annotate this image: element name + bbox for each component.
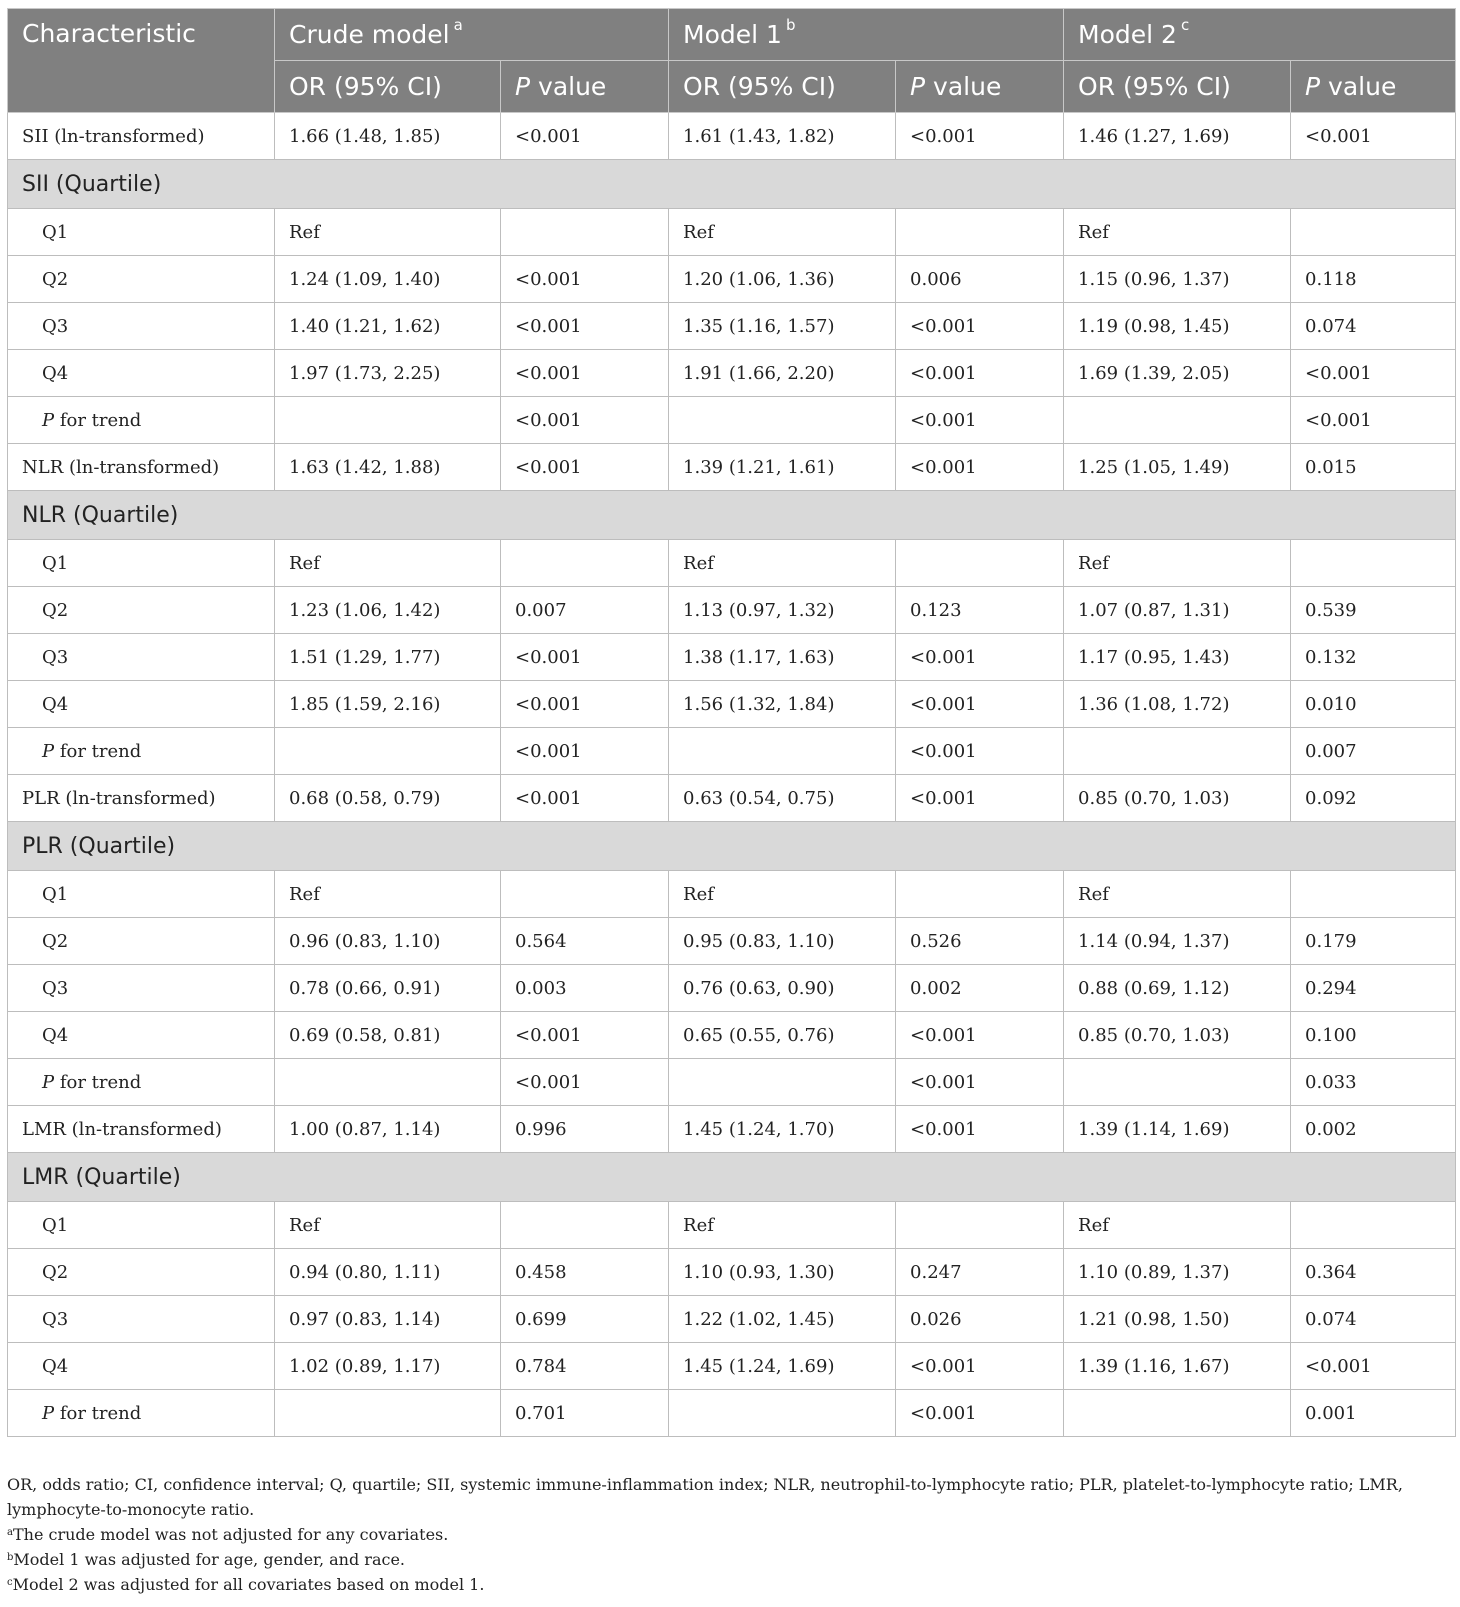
cell-or-ci: 1.17 (0.95, 1.43) (1064, 634, 1291, 681)
table-row (8, 256, 1456, 303)
cell-p: <0.001 (896, 1343, 1064, 1390)
cell-or-ci: 0.95 (0.83, 1.10) (669, 918, 896, 965)
cell-or-ci: 1.69 (1.39, 2.05) (1064, 350, 1291, 397)
cell-p: 0.123 (896, 587, 1064, 634)
cell-p (501, 209, 669, 256)
row-label: LMR (ln-transformed) (8, 1106, 275, 1153)
header-p-italic: P (515, 72, 531, 101)
cell-p: <0.001 (1291, 1343, 1456, 1390)
cell-p: <0.001 (1291, 113, 1456, 160)
cell-p: 0.564 (501, 918, 669, 965)
p-italic: P (42, 409, 55, 431)
cell-or-ci: 1.46 (1.27, 1.69) (1064, 113, 1291, 160)
header-model2 (1064, 9, 1456, 61)
table-row (8, 350, 1456, 397)
section-title: LMR (Quartile) (8, 1153, 1456, 1202)
cell-or-ci: 1.56 (1.32, 1.84) (669, 681, 896, 728)
cell-p (896, 1202, 1064, 1249)
cell-or-ci (669, 1390, 896, 1437)
table-row (8, 113, 1456, 160)
header-model1-sup: b (785, 16, 796, 34)
cell-p: <0.001 (896, 303, 1064, 350)
cell-or-ci: Ref (669, 871, 896, 918)
header-p-suffix: value (1320, 72, 1397, 101)
table-row (8, 965, 1456, 1012)
cell-or-ci: 1.07 (0.87, 1.31) (1064, 587, 1291, 634)
cell-or-ci: 0.94 (0.80, 1.11) (275, 1249, 501, 1296)
cell-or-ci: 1.39 (1.21, 1.61) (669, 444, 896, 491)
cell-p: 0.007 (501, 587, 669, 634)
cell-p: <0.001 (896, 1012, 1064, 1059)
cell-or-ci: 1.38 (1.17, 1.63) (669, 634, 896, 681)
cell-or-ci: 1.14 (0.94, 1.37) (1064, 918, 1291, 965)
results-table (7, 8, 1456, 1437)
footnote-c (7, 1572, 1453, 1597)
p-italic: P (42, 1071, 55, 1093)
cell-or-ci (275, 728, 501, 775)
section-row (8, 491, 1456, 540)
row-label: Q1 (8, 540, 275, 587)
row-label: Q1 (8, 1202, 275, 1249)
cell-p: <0.001 (1291, 397, 1456, 444)
row-label: Q4 (8, 1343, 275, 1390)
table-row (8, 303, 1456, 350)
row-label: PLR (ln-transformed) (8, 775, 275, 822)
footnote-a-text: The crude model was not adjusted for any covariates. (12, 1525, 449, 1544)
cell-p (501, 540, 669, 587)
cell-or-ci (1064, 1390, 1291, 1437)
cell-or-ci (1064, 728, 1291, 775)
header-model2-sup: c (1180, 16, 1190, 34)
cell-or-ci: 1.45 (1.24, 1.69) (669, 1343, 896, 1390)
cell-p: <0.001 (896, 728, 1064, 775)
footnote-a-marker: a (7, 1527, 13, 1538)
cell-p: <0.001 (501, 397, 669, 444)
footnote-abbreviations: OR, odds ratio; CI, confidence interval; Q, quartile; SII, systemic immune-inflammation index; NLR, neutrophil-to-lymphocyte ratio; PLR, platelet-to-lymphocyte ratio; LMR, lymphocyte-to-monocyte ratio. (7, 1475, 1403, 1519)
cell-or-ci: Ref (1064, 209, 1291, 256)
cell-p: <0.001 (896, 634, 1064, 681)
table-row (8, 1012, 1456, 1059)
header-or-ci-model2: OR (95% CI) (1064, 61, 1291, 113)
cell-p (1291, 209, 1456, 256)
table-row (8, 775, 1456, 822)
cell-p: <0.001 (896, 350, 1064, 397)
cell-or-ci: 1.02 (0.89, 1.17) (275, 1343, 501, 1390)
trend-label: for trend (54, 1071, 142, 1093)
cell-p: <0.001 (501, 350, 669, 397)
row-label: Q2 (8, 256, 275, 303)
cell-or-ci: Ref (275, 871, 501, 918)
cell-or-ci (669, 397, 896, 444)
cell-or-ci: Ref (669, 209, 896, 256)
cell-p: 0.006 (896, 256, 1064, 303)
cell-p: 0.001 (1291, 1390, 1456, 1437)
cell-p: 0.026 (896, 1296, 1064, 1343)
cell-or-ci: 1.22 (1.02, 1.45) (669, 1296, 896, 1343)
cell-or-ci: 0.96 (0.83, 1.10) (275, 918, 501, 965)
table-row (8, 587, 1456, 634)
cell-or-ci: 1.24 (1.09, 1.40) (275, 256, 501, 303)
cell-p (1291, 1202, 1456, 1249)
header-or-ci-crude: OR (95% CI) (275, 61, 501, 113)
cell-or-ci: 1.63 (1.42, 1.88) (275, 444, 501, 491)
section-title: PLR (Quartile) (8, 822, 1456, 871)
header-model1 (669, 9, 1064, 61)
table-row (8, 681, 1456, 728)
row-label: Q2 (8, 1249, 275, 1296)
cell-p: 0.002 (896, 965, 1064, 1012)
section-title: NLR (Quartile) (8, 491, 1456, 540)
cell-or-ci: 0.88 (0.69, 1.12) (1064, 965, 1291, 1012)
cell-p: 0.458 (501, 1249, 669, 1296)
header-crude-model-sup: a (453, 16, 463, 34)
cell-p: <0.001 (501, 113, 669, 160)
cell-p: <0.001 (896, 113, 1064, 160)
table-footnotes (7, 1472, 1453, 1597)
footnote-b-marker: b (7, 1552, 14, 1563)
header-p-suffix: value (925, 72, 1002, 101)
cell-or-ci: 1.66 (1.48, 1.85) (275, 113, 501, 160)
p-italic: P (42, 740, 55, 762)
results-table-container (7, 8, 1453, 1437)
trend-label: for trend (54, 740, 142, 762)
cell-or-ci: 1.10 (0.93, 1.30) (669, 1249, 896, 1296)
footnote-b (7, 1547, 1453, 1572)
p-italic: P (42, 1402, 55, 1424)
cell-or-ci: Ref (275, 540, 501, 587)
row-label: Q3 (8, 303, 275, 350)
header-p-value-model2 (1291, 61, 1456, 113)
cell-or-ci: 1.35 (1.16, 1.57) (669, 303, 896, 350)
row-label-trend (8, 397, 275, 444)
header-p-value-model1 (896, 61, 1064, 113)
table-row (8, 728, 1456, 775)
row-label: Q2 (8, 918, 275, 965)
row-label: Q1 (8, 871, 275, 918)
table-row (8, 918, 1456, 965)
header-or-ci-model1: OR (95% CI) (669, 61, 896, 113)
header-p-value-crude (501, 61, 669, 113)
cell-or-ci: 1.45 (1.24, 1.70) (669, 1106, 896, 1153)
table-row (8, 1343, 1456, 1390)
cell-or-ci: 0.65 (0.55, 0.76) (669, 1012, 896, 1059)
cell-p: <0.001 (1291, 350, 1456, 397)
cell-or-ci: 1.21 (0.98, 1.50) (1064, 1296, 1291, 1343)
cell-or-ci: Ref (669, 540, 896, 587)
row-label: Q4 (8, 1012, 275, 1059)
cell-p: 0.007 (1291, 728, 1456, 775)
cell-p: 0.294 (1291, 965, 1456, 1012)
cell-or-ci: 1.39 (1.16, 1.67) (1064, 1343, 1291, 1390)
cell-p: 0.247 (896, 1249, 1064, 1296)
cell-or-ci (1064, 397, 1291, 444)
cell-or-ci (275, 1390, 501, 1437)
cell-p: <0.001 (501, 681, 669, 728)
cell-or-ci: 1.97 (1.73, 2.25) (275, 350, 501, 397)
cell-or-ci: 1.10 (0.89, 1.37) (1064, 1249, 1291, 1296)
cell-p: 0.701 (501, 1390, 669, 1437)
header-crude-model (275, 9, 669, 61)
row-label-trend (8, 1390, 275, 1437)
footnote-a (7, 1522, 1453, 1547)
cell-p: 0.784 (501, 1343, 669, 1390)
cell-p: 0.074 (1291, 303, 1456, 350)
table-row (8, 209, 1456, 256)
cell-or-ci (275, 1059, 501, 1106)
cell-or-ci: 0.76 (0.63, 0.90) (669, 965, 896, 1012)
cell-p: <0.001 (501, 444, 669, 491)
cell-or-ci: 1.36 (1.08, 1.72) (1064, 681, 1291, 728)
row-label: NLR (ln-transformed) (8, 444, 275, 491)
row-label: Q3 (8, 1296, 275, 1343)
cell-or-ci (1064, 1059, 1291, 1106)
cell-p (501, 1202, 669, 1249)
cell-or-ci: Ref (1064, 1202, 1291, 1249)
cell-or-ci: 0.78 (0.66, 0.91) (275, 965, 501, 1012)
cell-p: <0.001 (501, 728, 669, 775)
cell-or-ci: 1.19 (0.98, 1.45) (1064, 303, 1291, 350)
table-row (8, 1106, 1456, 1153)
header-p-italic: P (910, 72, 926, 101)
cell-or-ci: 1.40 (1.21, 1.62) (275, 303, 501, 350)
table-row (8, 1249, 1456, 1296)
row-label: Q3 (8, 965, 275, 1012)
table-row (8, 871, 1456, 918)
section-row (8, 160, 1456, 209)
table-row (8, 540, 1456, 587)
trend-label: for trend (54, 409, 142, 431)
cell-p (1291, 540, 1456, 587)
cell-p: 0.179 (1291, 918, 1456, 965)
section-row (8, 822, 1456, 871)
cell-p: 0.526 (896, 918, 1064, 965)
footnote-c-text: Model 2 was adjusted for all covariates based on model 1. (12, 1575, 485, 1594)
table-row (8, 397, 1456, 444)
cell-or-ci: 1.23 (1.06, 1.42) (275, 587, 501, 634)
cell-p: <0.001 (896, 1390, 1064, 1437)
cell-p (501, 871, 669, 918)
cell-p: <0.001 (896, 1059, 1064, 1106)
cell-p: <0.001 (501, 634, 669, 681)
cell-or-ci: Ref (1064, 540, 1291, 587)
cell-p: <0.001 (501, 256, 669, 303)
cell-p: 0.364 (1291, 1249, 1456, 1296)
cell-or-ci: 1.15 (0.96, 1.37) (1064, 256, 1291, 303)
row-label: Q2 (8, 587, 275, 634)
row-label: Q4 (8, 681, 275, 728)
table-row (8, 1390, 1456, 1437)
cell-or-ci: Ref (275, 1202, 501, 1249)
cell-or-ci: 0.97 (0.83, 1.14) (275, 1296, 501, 1343)
cell-p: 0.996 (501, 1106, 669, 1153)
cell-p: <0.001 (896, 1106, 1064, 1153)
cell-p: 0.010 (1291, 681, 1456, 728)
cell-or-ci: Ref (669, 1202, 896, 1249)
cell-p: <0.001 (501, 303, 669, 350)
header-model1-label: Model 1 (683, 20, 782, 49)
cell-or-ci: 1.25 (1.05, 1.49) (1064, 444, 1291, 491)
row-label-trend (8, 728, 275, 775)
table-row (8, 444, 1456, 491)
cell-p: <0.001 (896, 775, 1064, 822)
header-crude-model-label: Crude model (289, 20, 450, 49)
cell-p: 0.002 (1291, 1106, 1456, 1153)
cell-p: 0.118 (1291, 256, 1456, 303)
cell-or-ci: 0.63 (0.54, 0.75) (669, 775, 896, 822)
cell-p: <0.001 (501, 1059, 669, 1106)
cell-p: <0.001 (501, 775, 669, 822)
cell-or-ci (669, 728, 896, 775)
cell-or-ci: 1.61 (1.43, 1.82) (669, 113, 896, 160)
footnote-c-marker: c (7, 1577, 13, 1588)
header-p-suffix: value (530, 72, 607, 101)
cell-or-ci (669, 1059, 896, 1106)
row-label: Q1 (8, 209, 275, 256)
table-row (8, 1296, 1456, 1343)
cell-or-ci: Ref (275, 209, 501, 256)
row-label: Q3 (8, 634, 275, 681)
row-label-trend (8, 1059, 275, 1106)
cell-or-ci: Ref (1064, 871, 1291, 918)
cell-p: 0.003 (501, 965, 669, 1012)
table-row (8, 634, 1456, 681)
cell-p (1291, 871, 1456, 918)
trend-label: for trend (54, 1402, 142, 1424)
cell-p: 0.132 (1291, 634, 1456, 681)
cell-or-ci (275, 397, 501, 444)
cell-p: <0.001 (896, 444, 1064, 491)
cell-or-ci: 1.51 (1.29, 1.77) (275, 634, 501, 681)
table-row (8, 1059, 1456, 1106)
cell-or-ci: 1.39 (1.14, 1.69) (1064, 1106, 1291, 1153)
cell-p: <0.001 (896, 397, 1064, 444)
cell-or-ci: 0.69 (0.58, 0.81) (275, 1012, 501, 1059)
cell-or-ci: 1.20 (1.06, 1.36) (669, 256, 896, 303)
cell-p: <0.001 (501, 1012, 669, 1059)
cell-p: 0.074 (1291, 1296, 1456, 1343)
cell-or-ci: 0.85 (0.70, 1.03) (1064, 1012, 1291, 1059)
cell-or-ci: 0.85 (0.70, 1.03) (1064, 775, 1291, 822)
cell-p: <0.001 (896, 681, 1064, 728)
cell-p: 0.699 (501, 1296, 669, 1343)
cell-p (896, 209, 1064, 256)
header-row-1 (8, 9, 1456, 61)
header-model2-label: Model 2 (1078, 20, 1177, 49)
cell-p: 0.100 (1291, 1012, 1456, 1059)
section-title: SII (Quartile) (8, 160, 1456, 209)
cell-p (896, 871, 1064, 918)
cell-or-ci: 1.13 (0.97, 1.32) (669, 587, 896, 634)
table-row (8, 1202, 1456, 1249)
cell-or-ci: 0.68 (0.58, 0.79) (275, 775, 501, 822)
cell-or-ci: 1.85 (1.59, 2.16) (275, 681, 501, 728)
row-label: Q4 (8, 350, 275, 397)
cell-p (896, 540, 1064, 587)
section-row (8, 1153, 1456, 1202)
cell-or-ci: 1.91 (1.66, 2.20) (669, 350, 896, 397)
cell-or-ci: 1.00 (0.87, 1.14) (275, 1106, 501, 1153)
header-characteristic: Characteristic (8, 9, 275, 113)
header-p-italic: P (1305, 72, 1321, 101)
cell-p: 0.033 (1291, 1059, 1456, 1106)
cell-p: 0.539 (1291, 587, 1456, 634)
row-label: SII (ln-transformed) (8, 113, 275, 160)
cell-p: 0.015 (1291, 444, 1456, 491)
cell-p: 0.092 (1291, 775, 1456, 822)
footnote-b-text: Model 1 was adjusted for age, gender, and race. (13, 1550, 405, 1569)
